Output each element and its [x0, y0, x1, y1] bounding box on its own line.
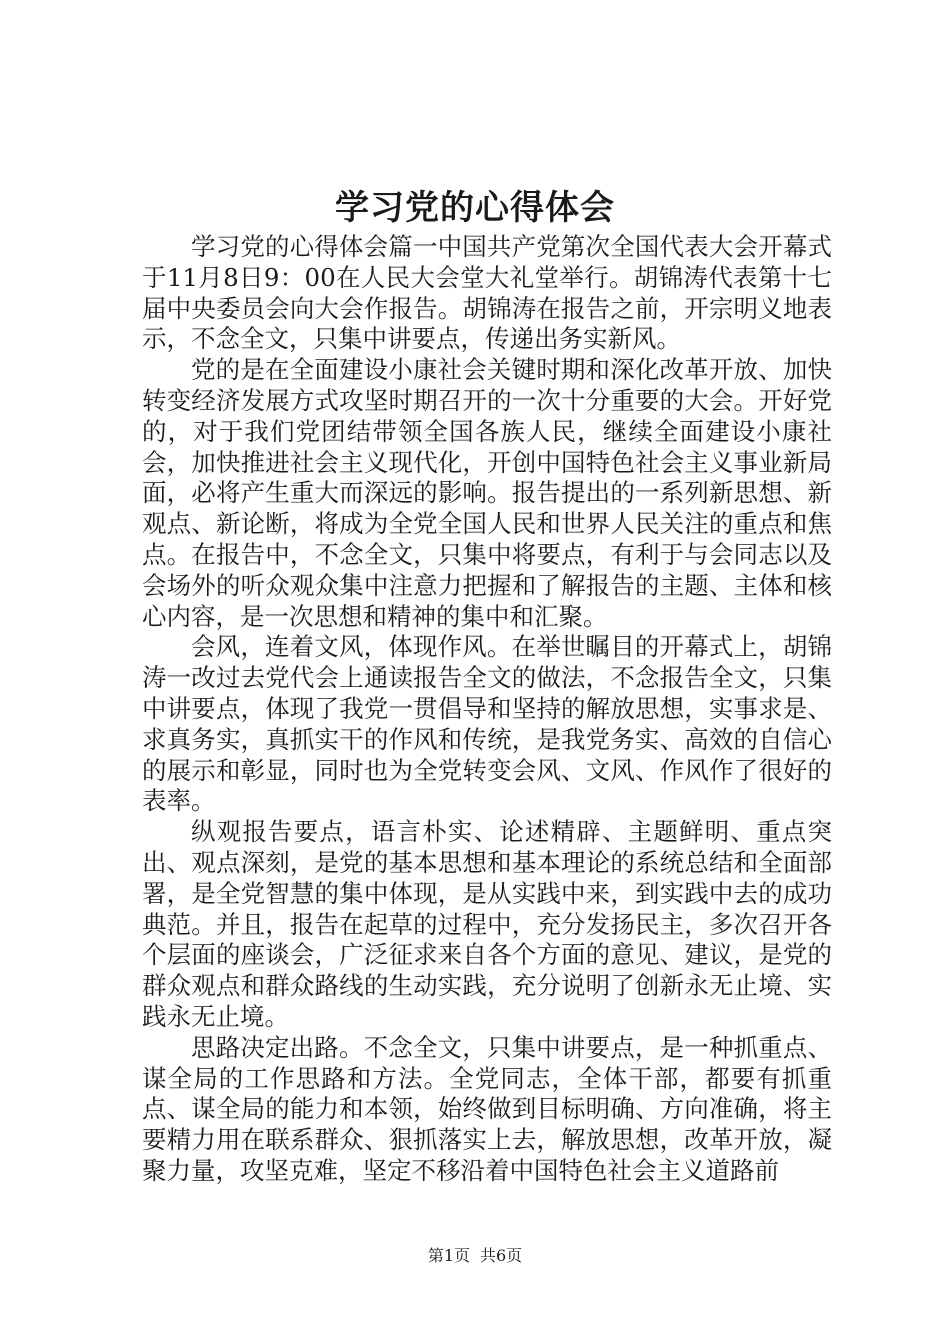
paragraph: 党的是在全面建设小康社会关键时期和深化改革开放、加快转变经济发展方式攻坚时期召开的一次十分重要的大会。开好党的，对于我们党团结带领全国各族人民，继续全面建设小康社会，加快推进社会主义现代化，开创中国特色社会主义事业新局面，必将产生重大而深远的影响。报告提出的一系列新思想、新观点、新论断，将成为全党全国人民和世界人民关注的重点和焦点。在报告中，不念全文，只集中将要点，有利于与会同志以及会场外的听众观众集中注意力把握和了解报告的主题、主体和核心内容，是一次思想和精神的集中和汇聚。: [142, 355, 832, 631]
document-title: 学习党的心得体会: [335, 188, 615, 228]
document-body: [142, 232, 832, 1187]
paragraph: 纵观报告要点，语言朴实、论述精辟、主题鲜明、重点突出、观点深刻，是党的基本思想和基本理论的系统总结和全面部署，是全党智慧的集中体现，是从实践中来，到实践中去的成功典范。并且，报告在起草的过程中，充分发扬民主，多次召开各个层面的座谈会，广泛征求来自各个方面的意见、建议，是党的群众观点和群众路线的生动实践，充分说明了创新永无止境、实践永无止境。: [142, 817, 832, 1031]
page-footer: [0, 1245, 950, 1267]
page-total: 共6页: [480, 1246, 523, 1265]
paragraph: 会风，连着文风，体现作风。在举世瞩目的开幕式上，胡锦涛一改过去党代会上通读报告全文的做法，不念报告全文，只集中讲要点，体现了我党一贯倡导和坚持的解放思想，实事求是、求真务实，真抓实干的作风和传统，是我党务实、高效的自信心的展示和彰显，同时也为全党转变会风、文风、作风作了很好的表率。: [142, 632, 832, 816]
paragraph: 学习党的心得体会篇一中国共产党第次全国代表大会开幕式于11月8日9：00在人民大会堂大礼堂举行。胡锦涛代表第十七届中央委员会向大会作报告。胡锦涛在报告之前，开宗明义地表示，不念全文，只集中讲要点，传递出务实新风。: [142, 232, 832, 354]
page-number: 第1页: [427, 1246, 470, 1265]
paragraph: 思路决定出路。不念全文，只集中讲要点，是一种抓重点、谋全局的工作思路和方法。全党同志，全体干部，都要有抓重点、谋全局的能力和本领，始终做到目标明确、方向准确，将主要精力用在联系群众、狠抓落实上去，解放思想，改革开放，凝聚力量，攻坚克难，坚定不移沿着中国特色社会主义道路前: [142, 1032, 832, 1185]
